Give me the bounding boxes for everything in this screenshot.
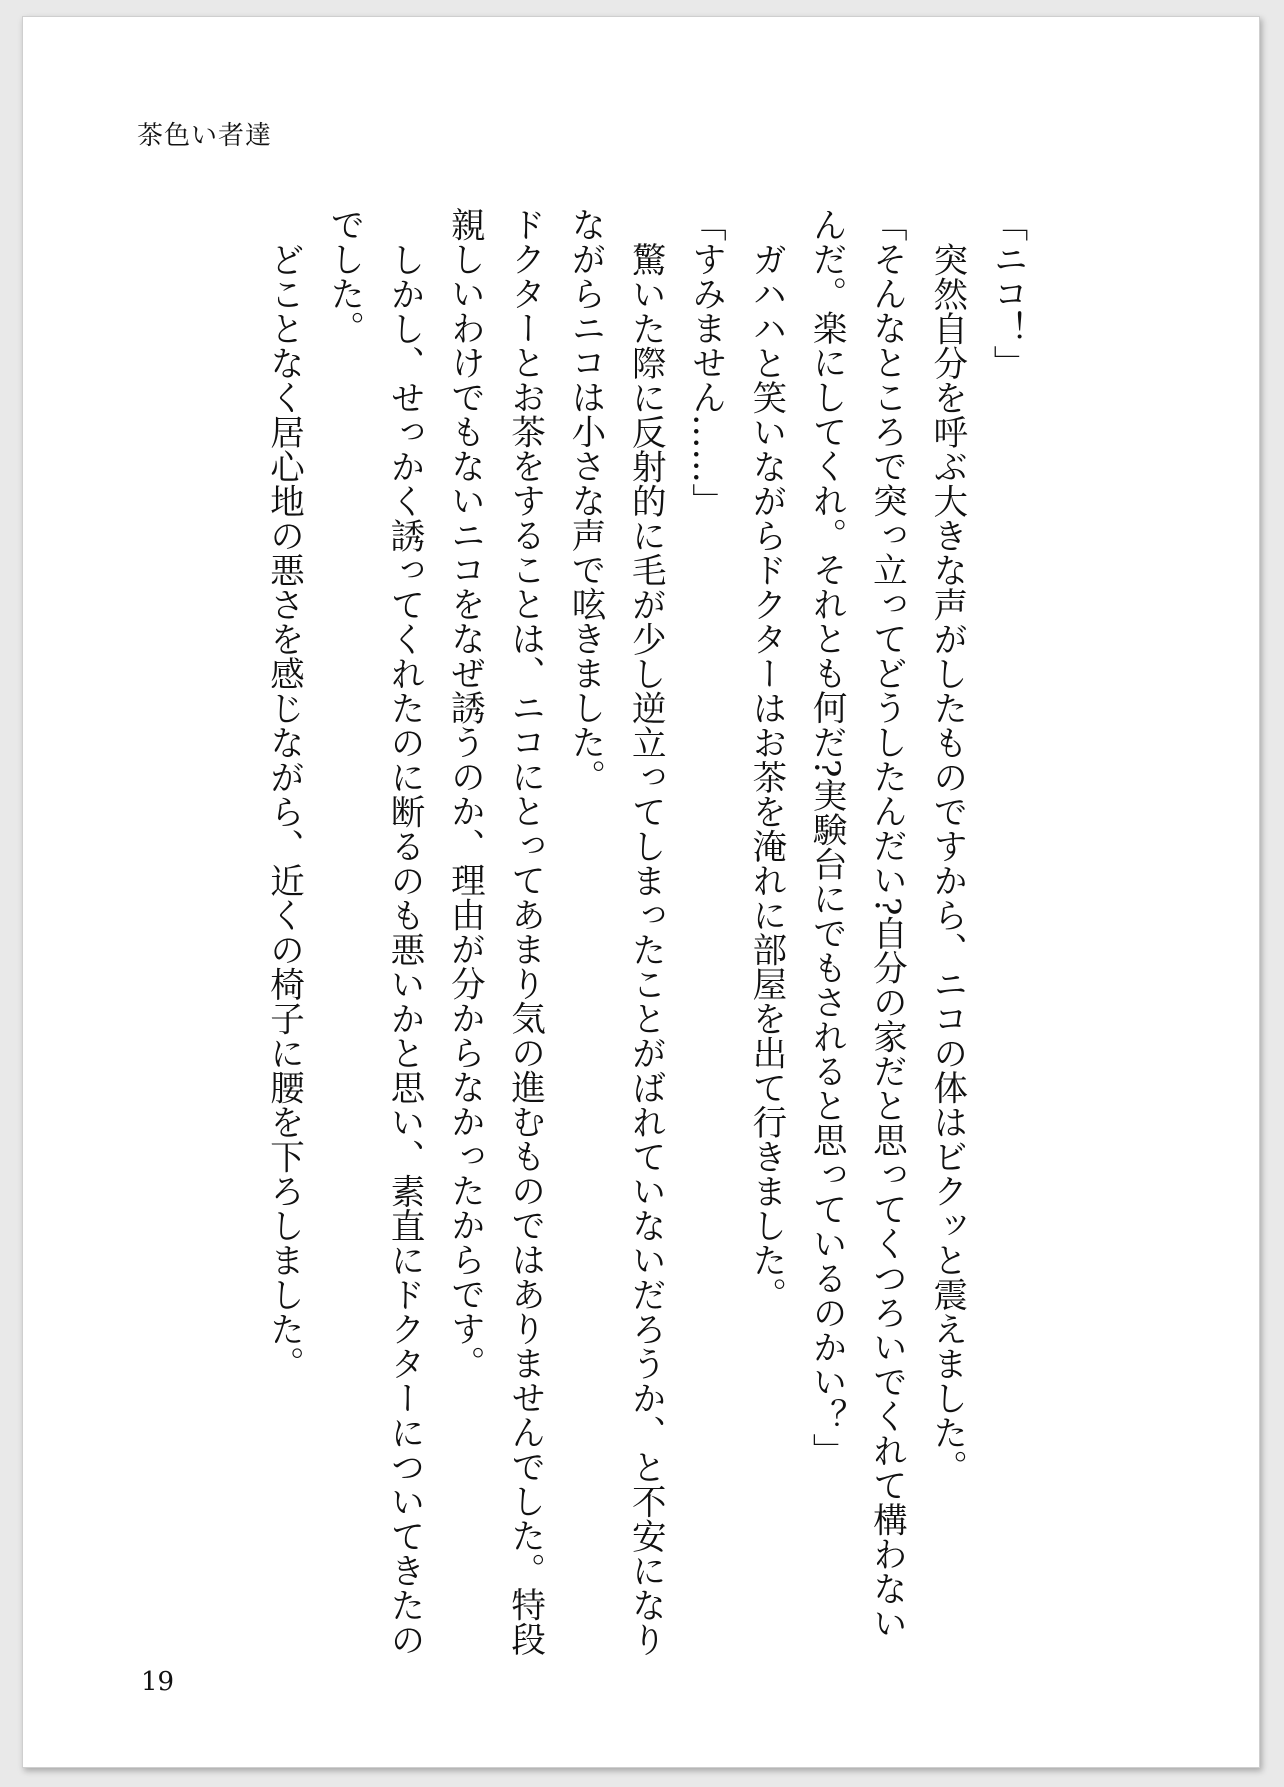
paragraph: 驚いた際に反射的に毛が少し逆立ってしまったことがばれていないだろうか、と不安になりながらニコは小さな声で呟きました。 bbox=[564, 207, 666, 1656]
paragraph: どことなく居心地の悪さを感じながら、近くの椅子に腰を下ろしました。 bbox=[263, 241, 304, 1380]
book-page bbox=[22, 16, 1260, 1768]
page-number: 19 bbox=[141, 1667, 175, 1697]
paragraph: 「そんなところで突っ立ってどうしたんだい?自分の家だと思ってくつろいでくれて構わないんだ。楽にしてくれ。それとも何だ?実験台にでもされると思っているのかい？」 bbox=[806, 207, 907, 1640]
running-head: 茶色い者達 bbox=[137, 121, 273, 151]
paragraph: ガハハと笑いながらドクターはお茶を淹れに部屋を出て行きました。 bbox=[745, 241, 786, 1311]
paragraph: ドクターとお茶をすることは、ニコにとってあまり気の進むものではありませんでした。特段親しいわけでもないニコをなぜ誘うのか、理由が分からなかったからです。 bbox=[444, 207, 545, 1656]
paragraph: 「すみません……」 bbox=[685, 207, 726, 518]
body-text bbox=[217, 207, 1037, 1667]
paragraph: 「ニコ！」 bbox=[987, 207, 1027, 380]
paragraph: 突然自分を呼ぶ大きな声がしたものですから、ニコの体はビクッと震えました。 bbox=[926, 241, 967, 1484]
paragraph: しかし、せっかく誘ってくれたのに断るのも悪いかと思い、素直にドクターについてきたのでした。 bbox=[323, 207, 425, 1656]
